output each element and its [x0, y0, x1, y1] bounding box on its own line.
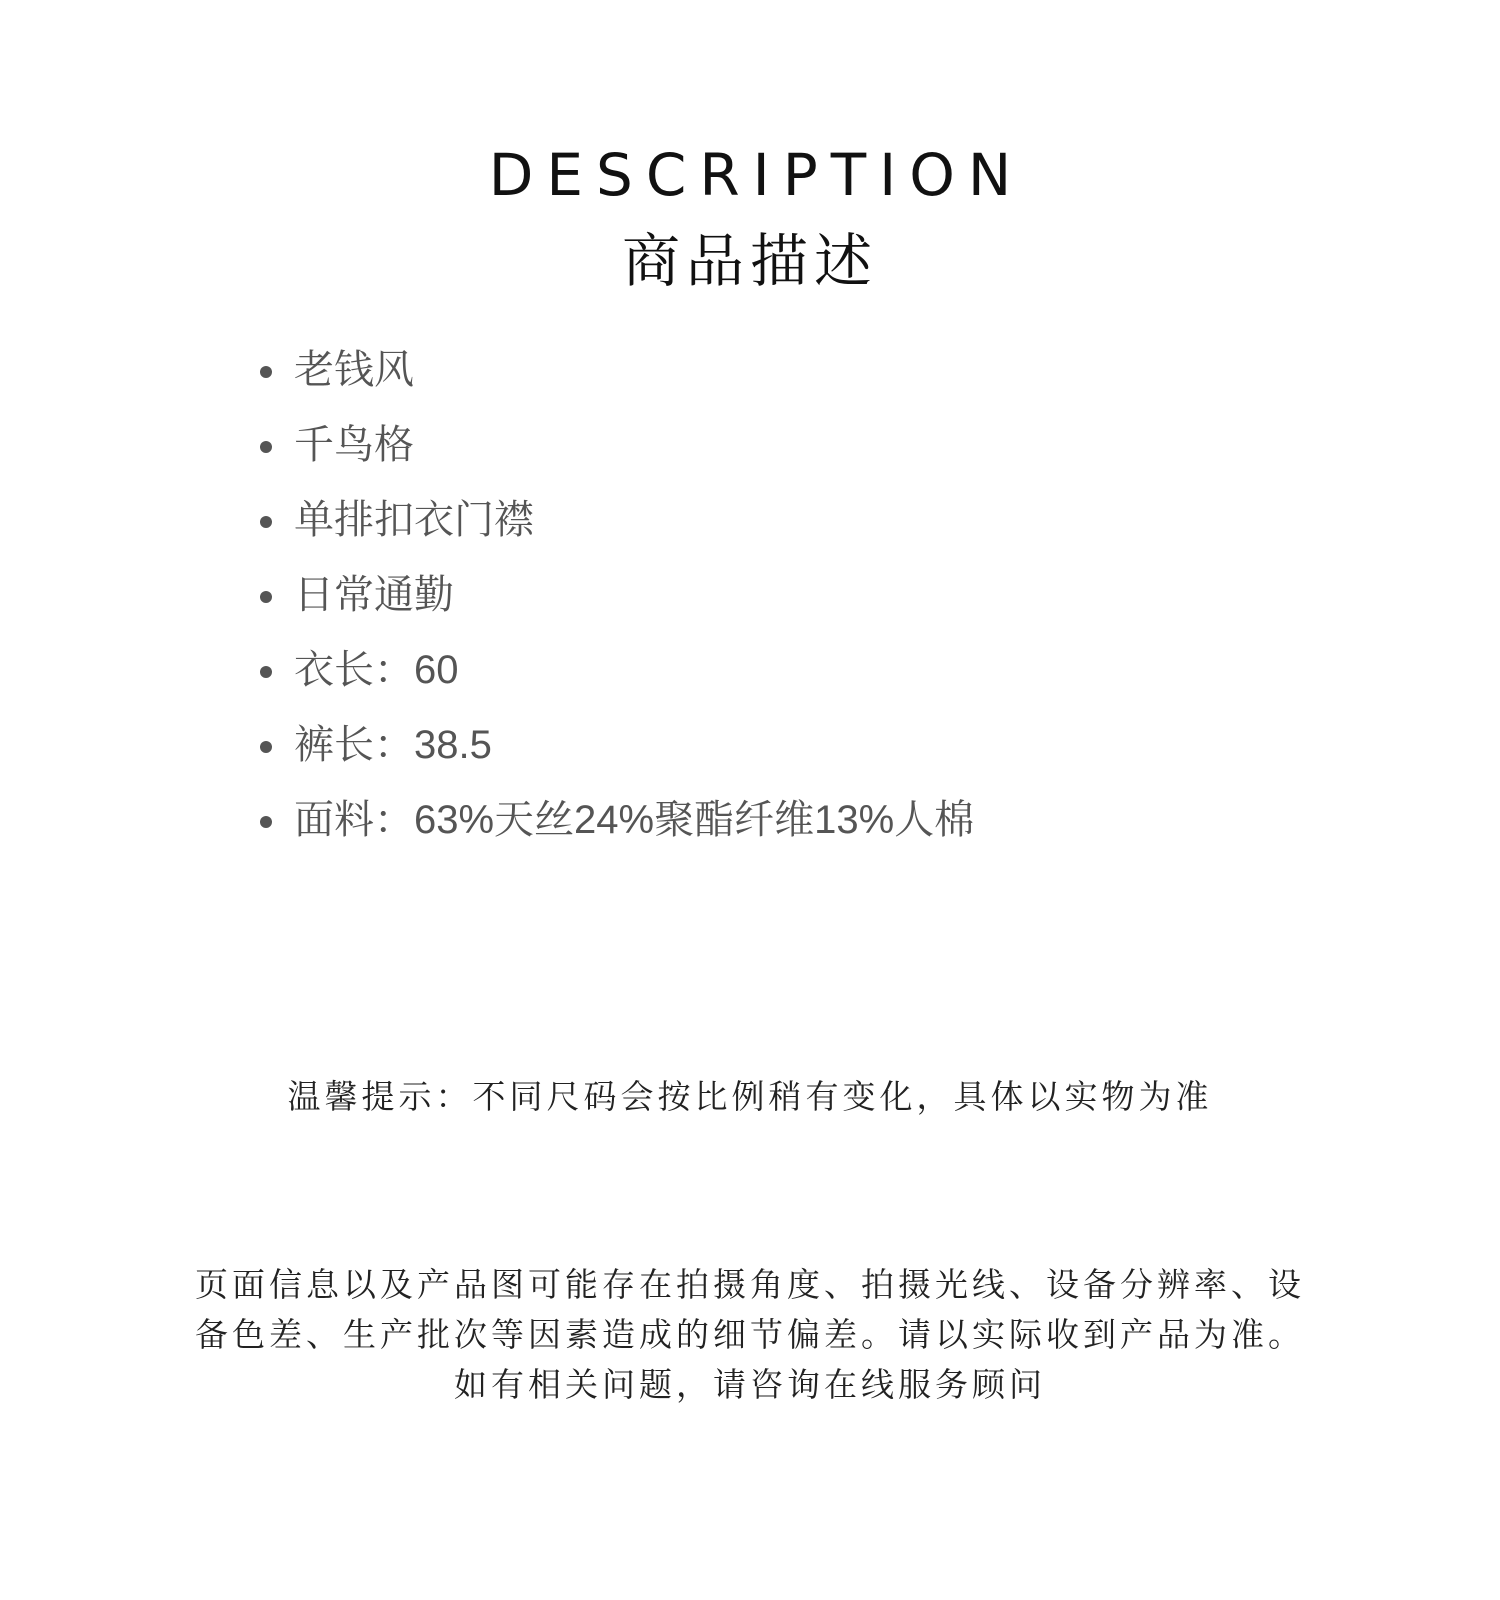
disclaimer-line: 如有相关问题，请咨询在线服务顾问 [454, 1365, 1046, 1404]
bullet-icon [260, 516, 272, 528]
bullet-icon [260, 816, 272, 828]
list-item [260, 720, 974, 795]
feature-text: 千鸟格 [294, 423, 414, 467]
list-item [260, 495, 974, 570]
bullet-icon [260, 441, 272, 453]
bullet-icon [260, 741, 272, 753]
list-item [260, 345, 974, 420]
feature-text: 裤长：38.5 [294, 723, 492, 767]
disclaimer-line: 备色差、生产批次等因素造成的细节偏差。请以实际收到产品为准。 [195, 1315, 1305, 1354]
bullet-icon [260, 591, 272, 603]
feature-text: 面料：63%天丝24%聚酯纤维13%人棉 [294, 798, 975, 842]
feature-text: 老钱风 [294, 348, 414, 392]
bullet-icon [260, 366, 272, 378]
disclaimer-notice [0, 1260, 1500, 1410]
list-item [260, 420, 974, 495]
feature-list [260, 345, 974, 870]
bullet-icon [260, 666, 272, 678]
feature-text: 日常通勤 [294, 573, 454, 617]
page-title-en: DESCRIPTION [488, 141, 1025, 209]
list-item [260, 645, 974, 720]
page-title-zh: 商品描述 [621, 227, 878, 295]
list-item [260, 795, 974, 870]
feature-text: 单排扣衣门襟 [294, 498, 534, 542]
disclaimer-line: 页面信息以及产品图可能存在拍摄角度、拍摄光线、设备分辨率、设 [195, 1265, 1305, 1304]
feature-text: 衣长：60 [294, 648, 459, 692]
size-tip: 温馨提示：不同尺码会按比例稍有变化，具体以实物为准 [287, 1077, 1213, 1116]
list-item [260, 570, 974, 645]
